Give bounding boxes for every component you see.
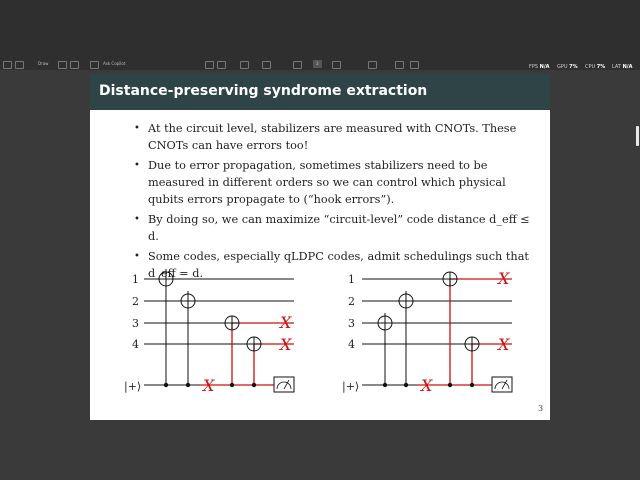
cnot-control-2 xyxy=(404,383,408,387)
cnot-control-2 xyxy=(186,383,190,387)
qubit-label-1: 1 xyxy=(132,273,139,286)
erase-icon[interactable] xyxy=(70,61,79,69)
bullet-list xyxy=(134,120,534,284)
qubit-label-3: 3 xyxy=(132,317,139,330)
page-number-input[interactable]: 3 xyxy=(313,60,322,68)
cnot-control-1 xyxy=(164,383,168,387)
vertical-scrollbar[interactable] xyxy=(634,70,640,420)
prev-page-icon[interactable] xyxy=(262,61,271,69)
qubit-label-4: 4 xyxy=(132,338,139,351)
viewer-background xyxy=(0,420,640,480)
print-icon[interactable] xyxy=(395,61,404,69)
slide-page-number: 3 xyxy=(538,404,544,413)
fit-page-icon[interactable] xyxy=(240,61,249,69)
bullet-item: • At the circuit level, stabilizers are measured with CNOTs. These CNOTs can have errors too! xyxy=(134,120,534,155)
cnot-control-4 xyxy=(470,383,474,387)
qubit-label-3: 3 xyxy=(348,317,355,330)
measurement-meter-icon xyxy=(274,377,294,392)
slide-header xyxy=(90,74,550,110)
bullet-item: • Some codes, especially qLDPC codes, admit schedulings such that d_eff = d. xyxy=(134,248,534,283)
save-icon[interactable] xyxy=(410,61,419,69)
search-icon[interactable] xyxy=(368,61,377,69)
next-page-icon[interactable] xyxy=(332,61,341,69)
error-x-qubit1: X xyxy=(498,269,510,288)
bullet-item: • By doing so, we can maximize “circuit-level” code distance d_eff ≤ d. xyxy=(134,211,534,246)
draw-button[interactable]: Draw xyxy=(38,61,49,66)
qubit-label-2: 2 xyxy=(132,295,139,308)
bullet-item: • Due to error propagation, sometimes stabilizers need to be measured in different orders so we can control which physical qubits errors propagate to (“hook errors”). xyxy=(134,157,534,209)
cnot-control-3 xyxy=(448,383,452,387)
rotate-icon[interactable] xyxy=(293,61,302,69)
qubit-label-4: 4 xyxy=(348,338,355,351)
highlight-icon[interactable] xyxy=(58,61,67,69)
zoom-out-icon[interactable] xyxy=(205,61,214,69)
scrollbar-thumb[interactable] xyxy=(636,126,639,146)
circuit-left xyxy=(124,262,304,402)
circuit-right xyxy=(342,262,522,402)
error-x-qubit4: X xyxy=(498,335,510,354)
error-x-qubit3: X xyxy=(280,313,292,332)
qubit-label-2: 2 xyxy=(348,295,355,308)
lat-stat: LAT N/A xyxy=(612,64,633,70)
slide-title: Distance-preserving syndrome extraction xyxy=(99,83,428,99)
error-x-ancilla: X xyxy=(203,376,215,395)
fps-stat: FPS N/A xyxy=(529,64,550,70)
sidebar-toggle-icon[interactable] xyxy=(3,61,12,69)
measurement-meter-icon xyxy=(492,377,512,392)
zoom-in-icon[interactable] xyxy=(217,61,226,69)
pages-icon[interactable] xyxy=(15,61,24,69)
cnot-control-1 xyxy=(383,383,387,387)
qubit-label-1: 1 xyxy=(348,273,355,286)
gpu-stat: GPU 7% xyxy=(557,64,578,70)
cpu-stat: CPU 7% xyxy=(585,64,606,70)
ancilla-label: |+⟩ xyxy=(342,380,360,393)
error-x-ancilla: X xyxy=(421,376,433,395)
copilot-icon[interactable] xyxy=(90,61,99,69)
error-x-qubit4: X xyxy=(280,335,292,354)
cnot-control-4 xyxy=(252,383,256,387)
ask-copilot-button[interactable]: Ask Copilot xyxy=(103,61,126,66)
cnot-control-3 xyxy=(230,383,234,387)
ancilla-label: |+⟩ xyxy=(124,380,142,393)
